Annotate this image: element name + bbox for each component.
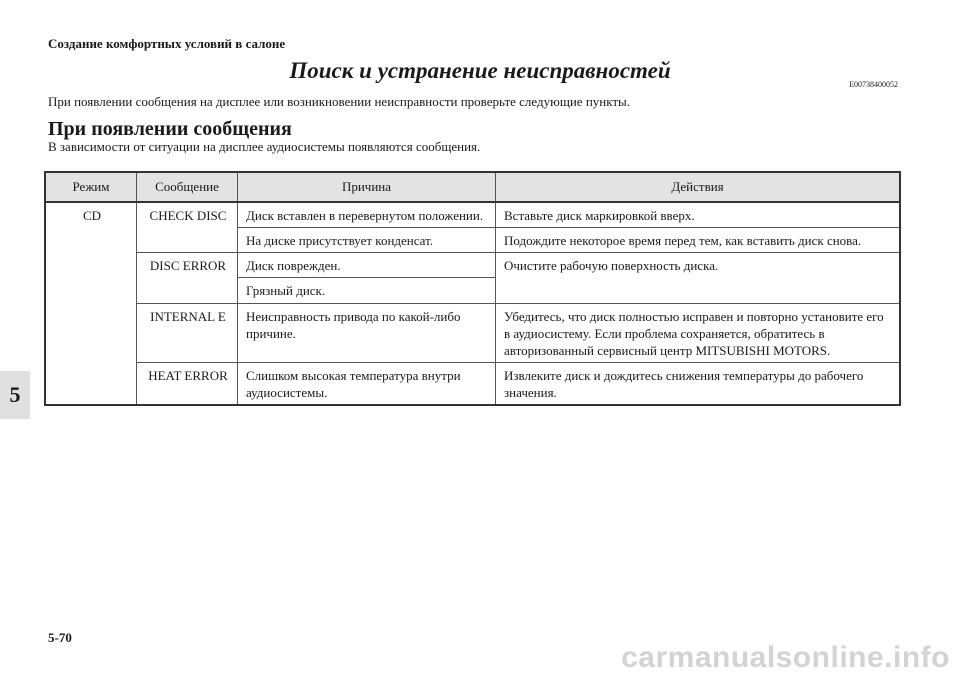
subsection-heading: При появлении сообщения: [48, 118, 292, 140]
action-cell: Убедитесь, что диск полностью исправен и повторно установите его в аудиосистему. Если проблема сохраняется, обратитесь в авторизованный сервисный центр MITSUBISHI MOTORS.: [496, 303, 901, 362]
intro-text: При появлении сообщения на дисплее или возникновении неисправности проверьте следующие пункты.: [48, 94, 631, 109]
subsection-text: В зависимости от ситуации на дисплее аудиосистемы появляются сообщения.: [48, 139, 481, 154]
table-row: [45, 202, 900, 228]
action-cell: Извлеките диск и дождитесь снижения температуры до рабочего значения.: [496, 363, 901, 406]
troubleshooting-table: [44, 171, 901, 406]
column-header-mode: Режим: [45, 172, 137, 202]
cause-cell: Неисправность привода по какой-либо причине.: [238, 303, 496, 362]
cause-cell: Диск вставлен в перевернутом положении.: [238, 202, 496, 228]
cause-cell: Диск поврежден.: [238, 253, 496, 278]
action-cell: Вставьте диск маркировкой вверх.: [496, 202, 901, 228]
column-header-actions: Действия: [496, 172, 901, 202]
section-header: Создание комфортных условий в салоне: [48, 36, 286, 51]
cause-cell: На диске присутствует конденсат.: [238, 228, 496, 253]
cause-cell: Слишком высокая температура внутри аудиосистемы.: [238, 363, 496, 406]
chapter-tab: 5: [0, 371, 30, 419]
watermark: carmanualsonline.info: [621, 641, 950, 674]
mode-cell: CD: [45, 202, 137, 405]
table-row: [45, 363, 900, 406]
document-code: E00738400052: [849, 80, 898, 89]
table-row: [45, 303, 900, 362]
action-cell: Подождите некоторое время перед тем, как вставить диск снова.: [496, 228, 901, 253]
message-cell: CHECK DISC: [137, 202, 238, 253]
action-cell: Очистите рабочую поверхность диска.: [496, 253, 901, 303]
page-title: Поиск и устранение неисправностей: [289, 58, 671, 83]
table-header-row: [45, 172, 900, 202]
column-header-message: Сообщение: [137, 172, 238, 202]
message-cell: HEAT ERROR: [137, 363, 238, 406]
cause-cell: Грязный диск.: [238, 278, 496, 303]
table-row: [45, 253, 900, 278]
message-cell: DISC ERROR: [137, 253, 238, 303]
page-number: 5-70: [48, 630, 72, 645]
message-cell: INTERNAL E: [137, 303, 238, 362]
column-header-cause: Причина: [238, 172, 496, 202]
